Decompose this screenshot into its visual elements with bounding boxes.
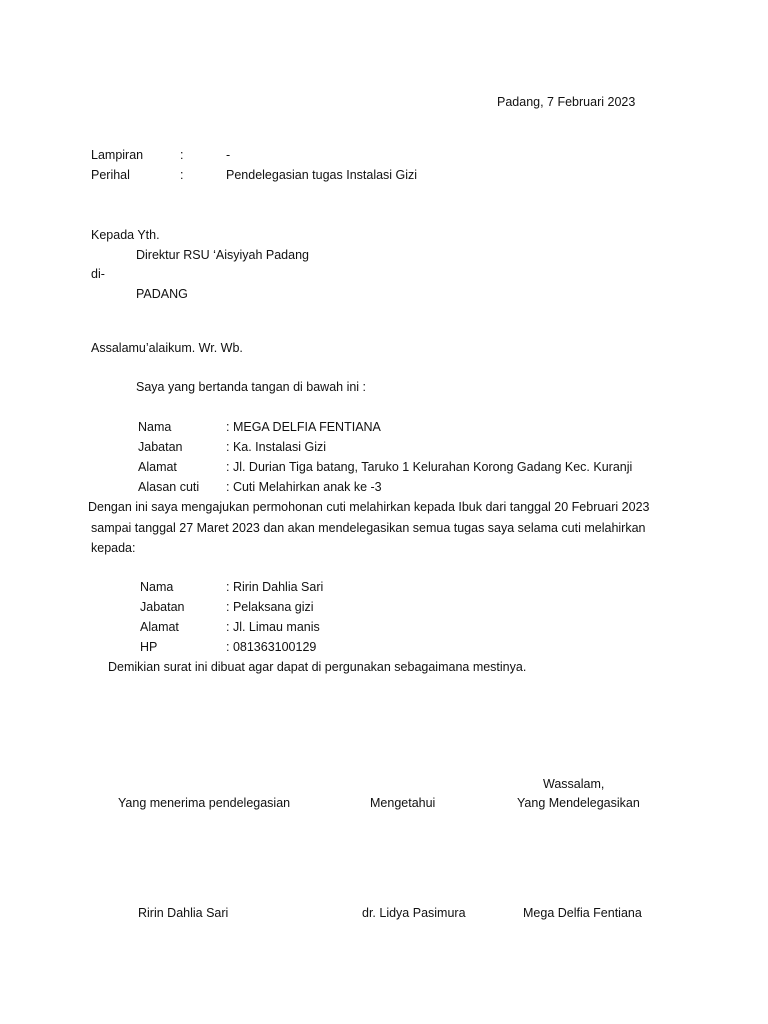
recipient-city: PADANG (136, 287, 188, 301)
acknowledge-title: Mengetahui (370, 796, 436, 810)
delegate-hp-value: : 081363100129 (226, 640, 317, 654)
delegate-jabatan-value: : Pelaksana gizi (226, 600, 314, 614)
sender-alamat-value: : Jl. Durian Tiga batang, Taruko 1 Kelurahan Korong Gadang Kec. Kuranji (226, 460, 633, 474)
delegator-title: Yang Mendelegasikan (517, 796, 640, 810)
sender-nama-label: Nama (138, 420, 172, 434)
recipient-di: di- (91, 267, 105, 281)
sender-alasan-value: : Cuti Melahirkan anak ke -3 (226, 480, 382, 494)
delegate-jabatan-label: Jabatan (140, 600, 185, 614)
lampiran-label: Lampiran (91, 148, 144, 162)
delegator-name: Mega Delfia Fentiana (523, 906, 642, 920)
intro-text: Saya yang bertanda tangan di bawah ini : (136, 380, 367, 394)
delegate-nama-label: Nama (140, 580, 174, 594)
perihal-value: Pendelegasian tugas Instalasi Gizi (226, 168, 418, 182)
body-line-3: kepada: (91, 541, 136, 555)
perihal-label: Perihal (91, 168, 130, 182)
sender-alamat-label: Alamat (138, 460, 177, 474)
wassalam: Wassalam, (543, 777, 605, 791)
receiver-name: Ririn Dahlia Sari (138, 906, 229, 920)
receiver-title: Yang menerima pendelegasian (118, 796, 291, 810)
closing-text: Demikian surat ini dibuat agar dapat di pergunakan sebagaimana mestinya. (108, 660, 527, 674)
delegate-alamat-label: Alamat (140, 620, 179, 634)
delegate-hp-label: HP (140, 640, 158, 654)
delegate-nama-value: : Ririn Dahlia Sari (226, 580, 324, 594)
body-line-2: sampai tanggal 27 Maret 2023 dan akan mendelegasikan semua tugas saya selama cuti melahirkan (91, 521, 646, 535)
sender-jabatan-value: : Ka. Instalasi Gizi (226, 440, 327, 454)
lampiran-separator: : (180, 148, 184, 162)
recipient-name: Direktur RSU ‘Aisyiyah Padang (136, 248, 309, 262)
body-line-1: Dengan ini saya mengajukan permohonan cuti melahirkan kepada Ibuk dari tanggal 20 Februari 2023 (88, 500, 650, 514)
greeting: Assalamu’alaikum. Wr. Wb. (91, 341, 243, 355)
sender-alasan-label: Alasan cuti (138, 480, 200, 494)
lampiran-value: - (226, 148, 231, 162)
perihal-separator: : (180, 168, 184, 182)
recipient-to: Kepada Yth. (91, 228, 160, 242)
acknowledge-name: dr. Lidya Pasimura (362, 906, 466, 920)
sender-nama-value: : MEGA DELFIA FENTIANA (226, 420, 381, 434)
date-line: Padang, 7 Februari 2023 (497, 95, 636, 109)
sender-jabatan-label: Jabatan (138, 440, 183, 454)
delegate-alamat-value: : Jl. Limau manis (226, 620, 320, 634)
